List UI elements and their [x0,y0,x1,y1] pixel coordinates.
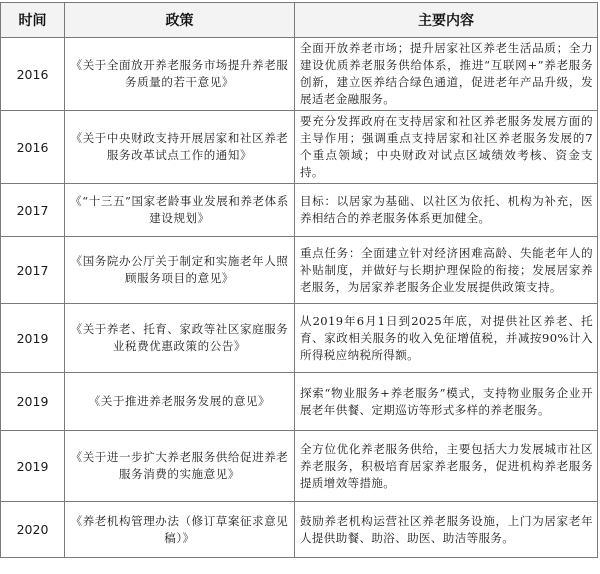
year-cell: 2017 [1,184,65,237]
content-cell: 要充分发挥政府在支持居家和社区养老服务发展方面的主导作用；强调重点支持居家和社区养老服务发展的7个重点领域；中央财政对试点区域绩效考核、资金支持。 [295,111,598,184]
policy-cell: 《关于全面放开养老服务市场提升养老服务质量的若干意见》 [65,38,295,111]
policy-cell: 《关于进一步扩大养老服务供给促进养老服务消费的实施意见》 [65,431,295,502]
table-header-row [1,3,598,38]
year-cell: 2016 [1,38,65,111]
policy-table [0,2,598,558]
policy-cell: 《关于中央财政支持开展居家和社区养老服务改革试点工作的通知》 [65,111,295,184]
policy-cell: 《国务院办公厅关于制定和实施老年人照顾服务项目的意见》 [65,237,295,304]
content-cell: 重点任务：全面建立针对经济困难高龄、失能老年人的补贴制度，并做好与长期护理保险的衔接；发展居家养老服务，为居家养老服务企业发展提供政策支持。 [295,237,598,304]
policy-table-container [0,2,597,558]
header-content: 主要内容 [295,3,598,38]
content-cell: 鼓励养老机构运营社区养老服务设施，上门为居家老年人提供助餐、助浴、助医、助洁等服务。 [295,502,598,558]
header-policy: 政策 [65,3,295,38]
table-row [1,111,598,184]
policy-cell: 《养老机构管理办法（修订草案征求意见稿）》 [65,502,295,558]
table-row [1,237,598,304]
table-row [1,304,598,373]
policy-cell: 《关于推进养老服务发展的意见》 [65,373,295,431]
policy-cell: 《关于养老、托育、家政等社区家庭服务业税费优惠政策的公告》 [65,304,295,373]
table-row [1,373,598,431]
year-cell: 2019 [1,373,65,431]
policy-cell: 《“十三五”国家老龄事业发展和养老体系建设规划》 [65,184,295,237]
year-cell: 2019 [1,304,65,373]
year-cell: 2019 [1,431,65,502]
table-row [1,502,598,558]
year-cell: 2020 [1,502,65,558]
table-row [1,431,598,502]
year-cell: 2017 [1,237,65,304]
table-row [1,184,598,237]
content-cell: 目标：以居家为基础、以社区为依托、机构为补充，医养相结合的养老服务体系更加健全。 [295,184,598,237]
content-cell: 全面开放养老市场；提升居家社区养老生活品质；全力建设优质养老服务供给体系，推进“互联网+”养老服务创新，建立医养结合绿色通道，促进老年产品升级，发展适老金融服务。 [295,38,598,111]
content-cell: 探索“物业服务+养老服务”模式，支持物业服务企业开展老年供餐、定期巡访等形式多样的养老服务。 [295,373,598,431]
header-year: 时间 [1,3,65,38]
content-cell: 从2019年6月1日到2025年底，对提供社区养老、托育、家政相关服务的收入免征增值税，并减按90%计入所得税应纳税所得额。 [295,304,598,373]
content-cell: 全方位优化养老服务供给，主要包括大力发展城市社区养老服务，积极培育居家养老服务，促进机构养老服务提质增效等措施。 [295,431,598,502]
table-row [1,38,598,111]
year-cell: 2016 [1,111,65,184]
